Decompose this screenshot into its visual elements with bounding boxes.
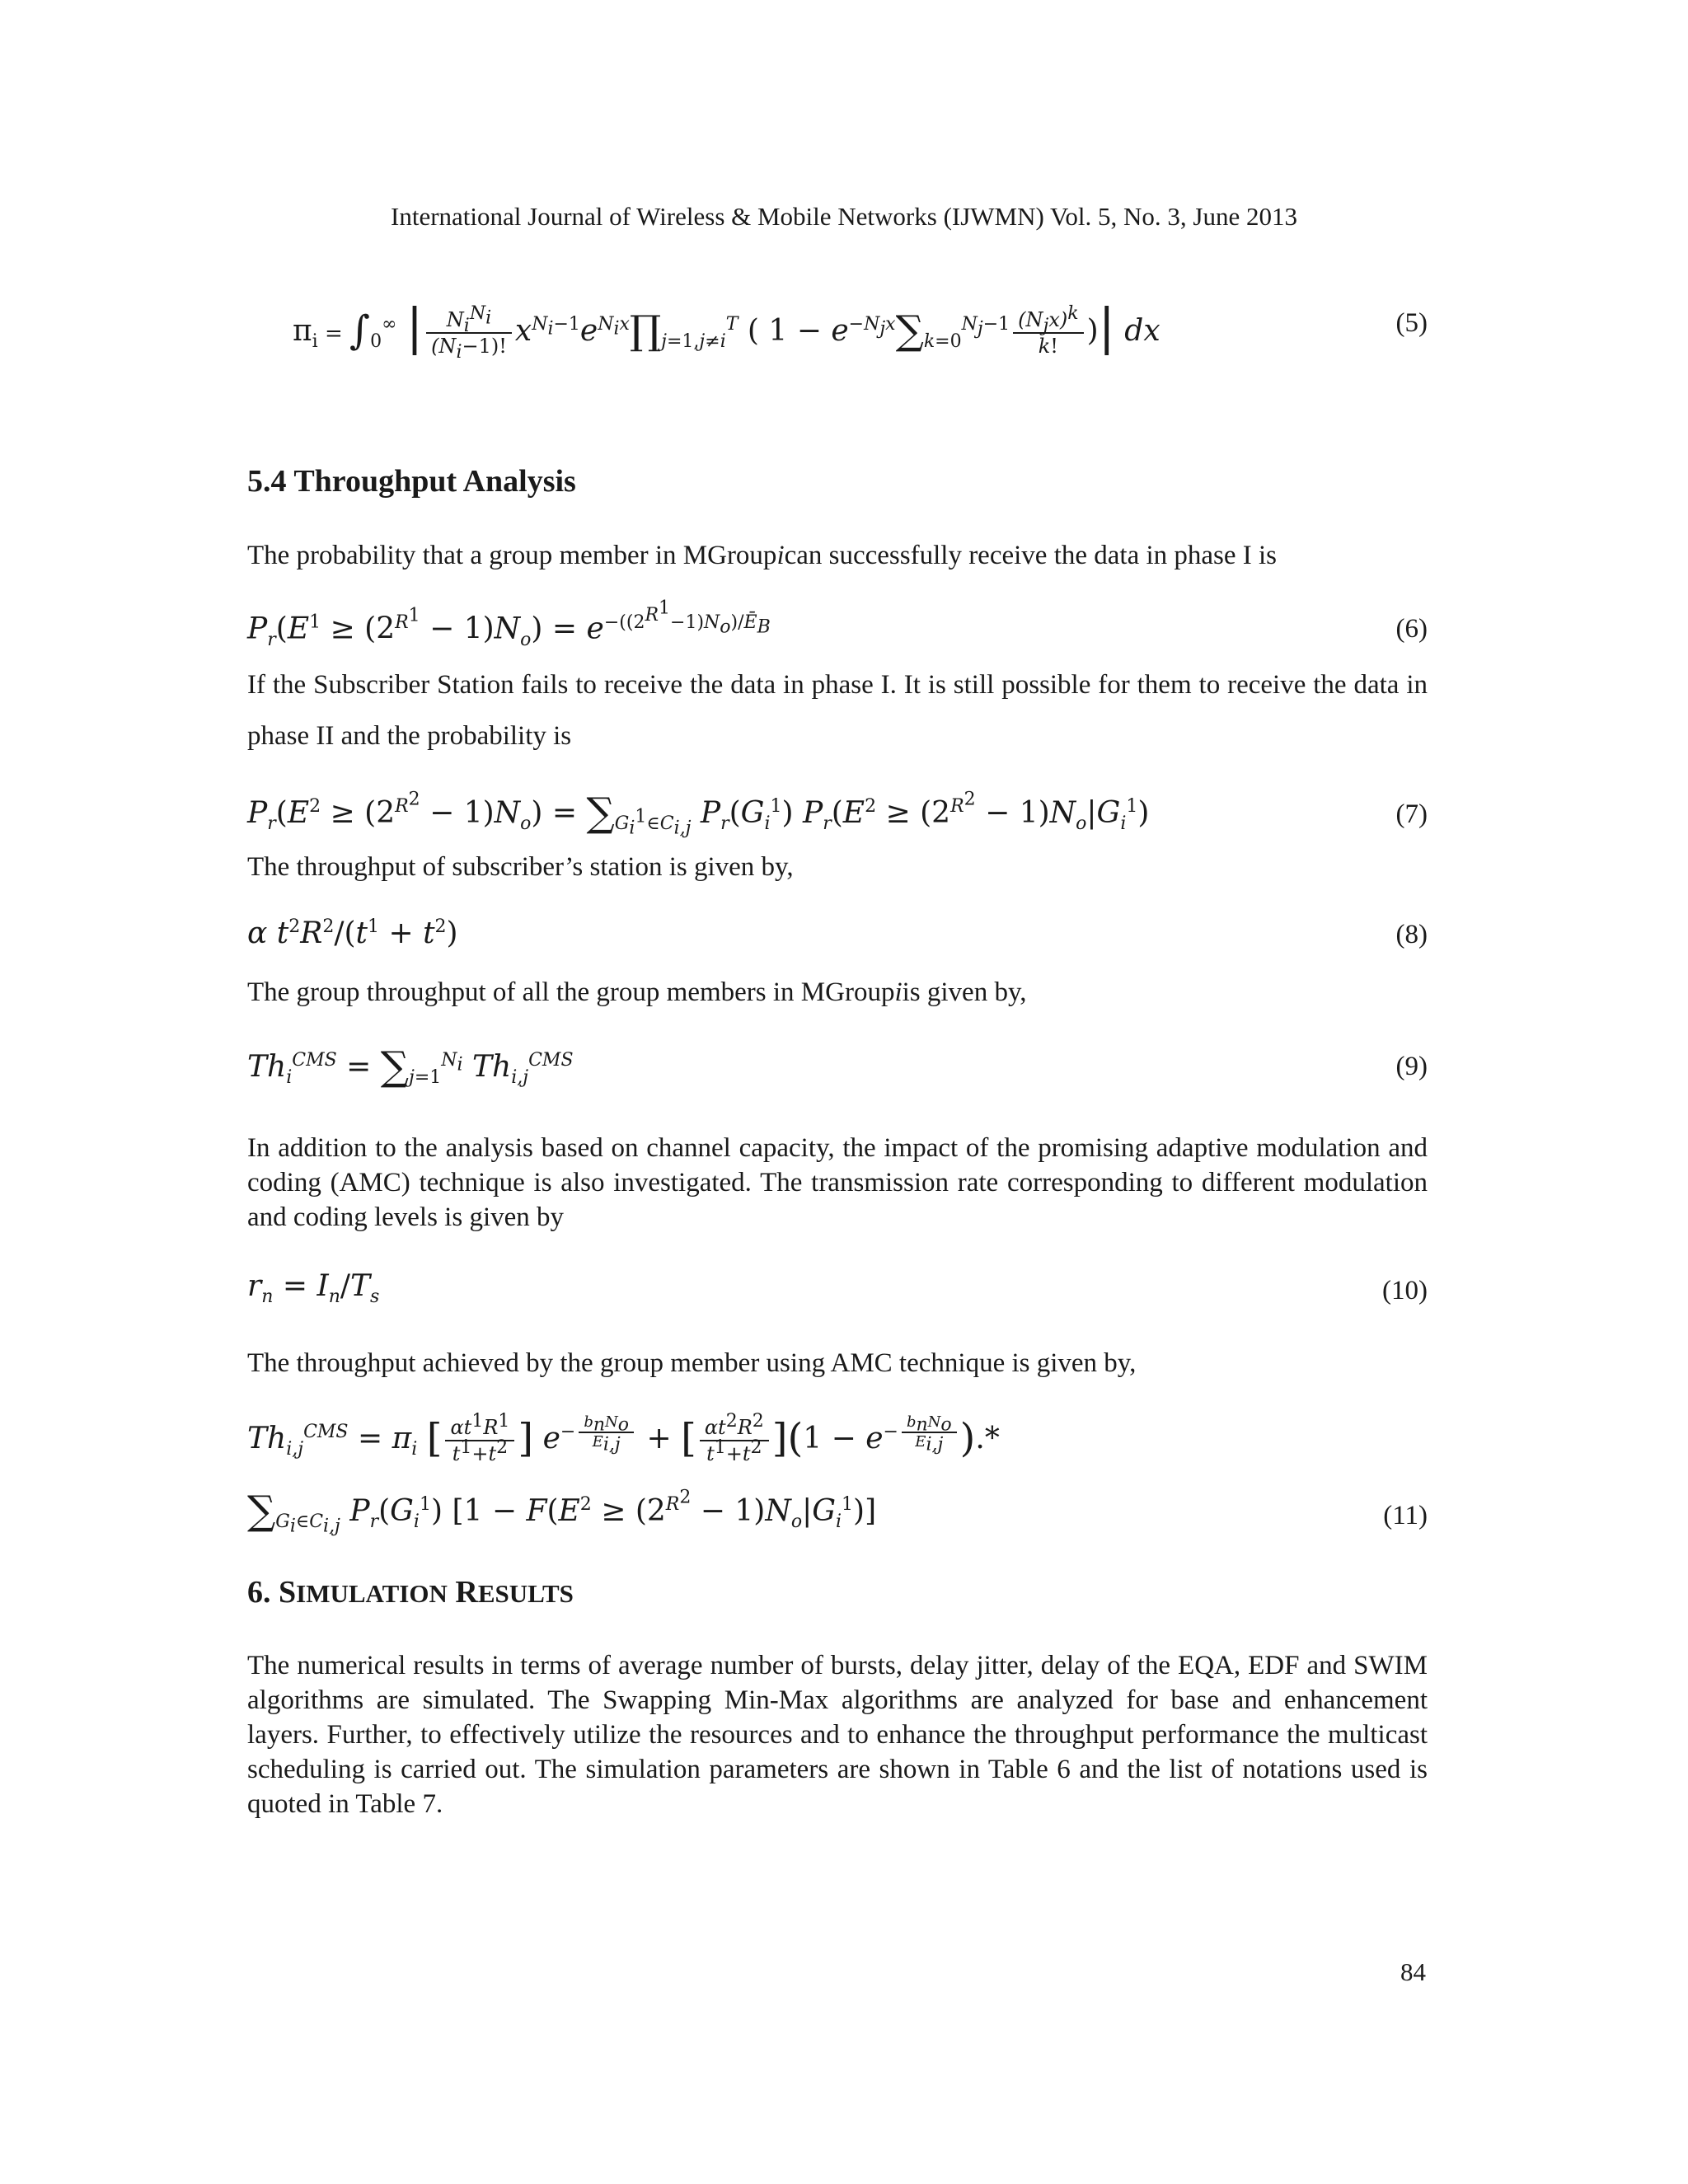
equation-11-formula-line1: $Th_{i,j}^{CMS} = \pi_i$ [ $\frac{\alpha t^1R^1}{t^1+t^2}$ ] $e^{- \frac{b_nN_o}{E_{i,j}}}$ + [ $\frac{\alpha t^2R^2}{t^1+t^2}$ ]($1 - e^{- \frac{b_nN_o}{E_{i,j}}}$ ).* — [247, 1411, 1000, 1465]
equation-9 — [247, 1040, 1428, 1106]
journal-header: International Journal of Wireless & Mobile Networks (IJWMN) Vol. 5, No. 3, June 2013 — [391, 202, 1297, 231]
section-heading-6: 6. SIMULATION RESULTS — [247, 1575, 574, 1610]
paragraph-amc: In addition to the analysis based on channel capacity, the impact of the promising adaptive modulation and coding (AMC) technique is also investigated. The transmission rate corresponding to different modulation and coding levels is given by — [247, 1133, 1428, 1232]
equation-8-formula: α $t^2R^2/(t^1 + t^2)$ — [247, 916, 458, 950]
paragraph-amc-throughput: The throughput achieved by the group member using AMC technique is given by, — [247, 1348, 1137, 1378]
equation-number: (6) — [1395, 614, 1428, 644]
equation-6-formula: $P_r(E^1 \ge (2^{R^1} - 1)N_o) = e^{-((2^{R^1}-1)N_o)/Ē_B}$ — [247, 598, 771, 650]
paragraph-phase1: The probability that a group member in MGroupican successfully receive the data in phase I is — [247, 541, 1278, 570]
equation-11 — [247, 1405, 1428, 1549]
equation-10-formula: $r_n = I_n/T_s$ — [247, 1269, 380, 1308]
paragraph-simulation: The numerical results in terms of average number of bursts, delay jitter, delay of the EQA, EDF and SWIM algorithms are simulated. The Swapping Min-Max algorithms are analyzed for base and enhancement layers. Further, to effectively utilize the resources and to enhance the throughput performance the multicast scheduling is carried out. The simulation parameters are shown in Table 6 and the list of notations used is quoted in Table 7. — [247, 1651, 1428, 1819]
equation-7-formula: $P_r(E^2 \ge (2^{R^2} - 1)N_o) = \sum_{G_i^1\in C_{i,j}}$ $P_r(G_i^1) P_r(E^2 \ge (2^{R^2} - 1)N_o|G_i^1)$ — [247, 789, 1150, 839]
equation-10 — [247, 1269, 1428, 1335]
section-heading-5-4: 5.4 Throughput Analysis — [247, 464, 576, 499]
equation-5 — [247, 288, 1428, 371]
equation-6 — [247, 598, 1428, 663]
equation-number: (11) — [1383, 1501, 1428, 1530]
paragraph-group-throughput: The group throughput of all the group members in MGroupiis given by, — [247, 977, 1027, 1007]
equation-9-formula: $Th_i^{CMS} = \sum_{j=1}^{N_i}$ $Th_{i,j}^{CMS}$ — [247, 1043, 574, 1090]
page-number: 84 — [1400, 1957, 1426, 1986]
equation-number: (5) — [1395, 308, 1428, 338]
equation-number: (7) — [1395, 799, 1428, 829]
paragraph-ss-throughput: The throughput of subscriber’s station is given by, — [247, 852, 794, 882]
equation-11-formula-line2: $\sum_{G_i\in C_{i,j}}$ $P_r(G_i^1) [1 - F(E^2 \ge (2^{R^2} - 1)N_o|G_i^1)]$ — [247, 1487, 877, 1537]
equation-number: (10) — [1382, 1276, 1428, 1305]
paragraph-phase2: If the Subscriber Station fails to receive the data in phase I. It is still possible for them to receive the data in phase II and the probability is — [247, 670, 1428, 751]
equation-number: (9) — [1395, 1052, 1428, 1081]
equation-7 — [247, 781, 1428, 847]
equation-5-formula: $\pi_i = \int_0^\infty$ | $\frac{N_i^{N_i}}{(N_i-1)!}$ $x^{N_i-1}e^{N_ix}\prod_{j=1,j\ne i}^T$ ( $1 - e^{-N_jx}\sum_{k=0}^{N_j-1}$ $\frac{(N_jx)^k}{k!}$ )| dx — [293, 298, 1160, 363]
equation-number: (8) — [1395, 920, 1428, 949]
equation-8 — [247, 916, 1428, 982]
